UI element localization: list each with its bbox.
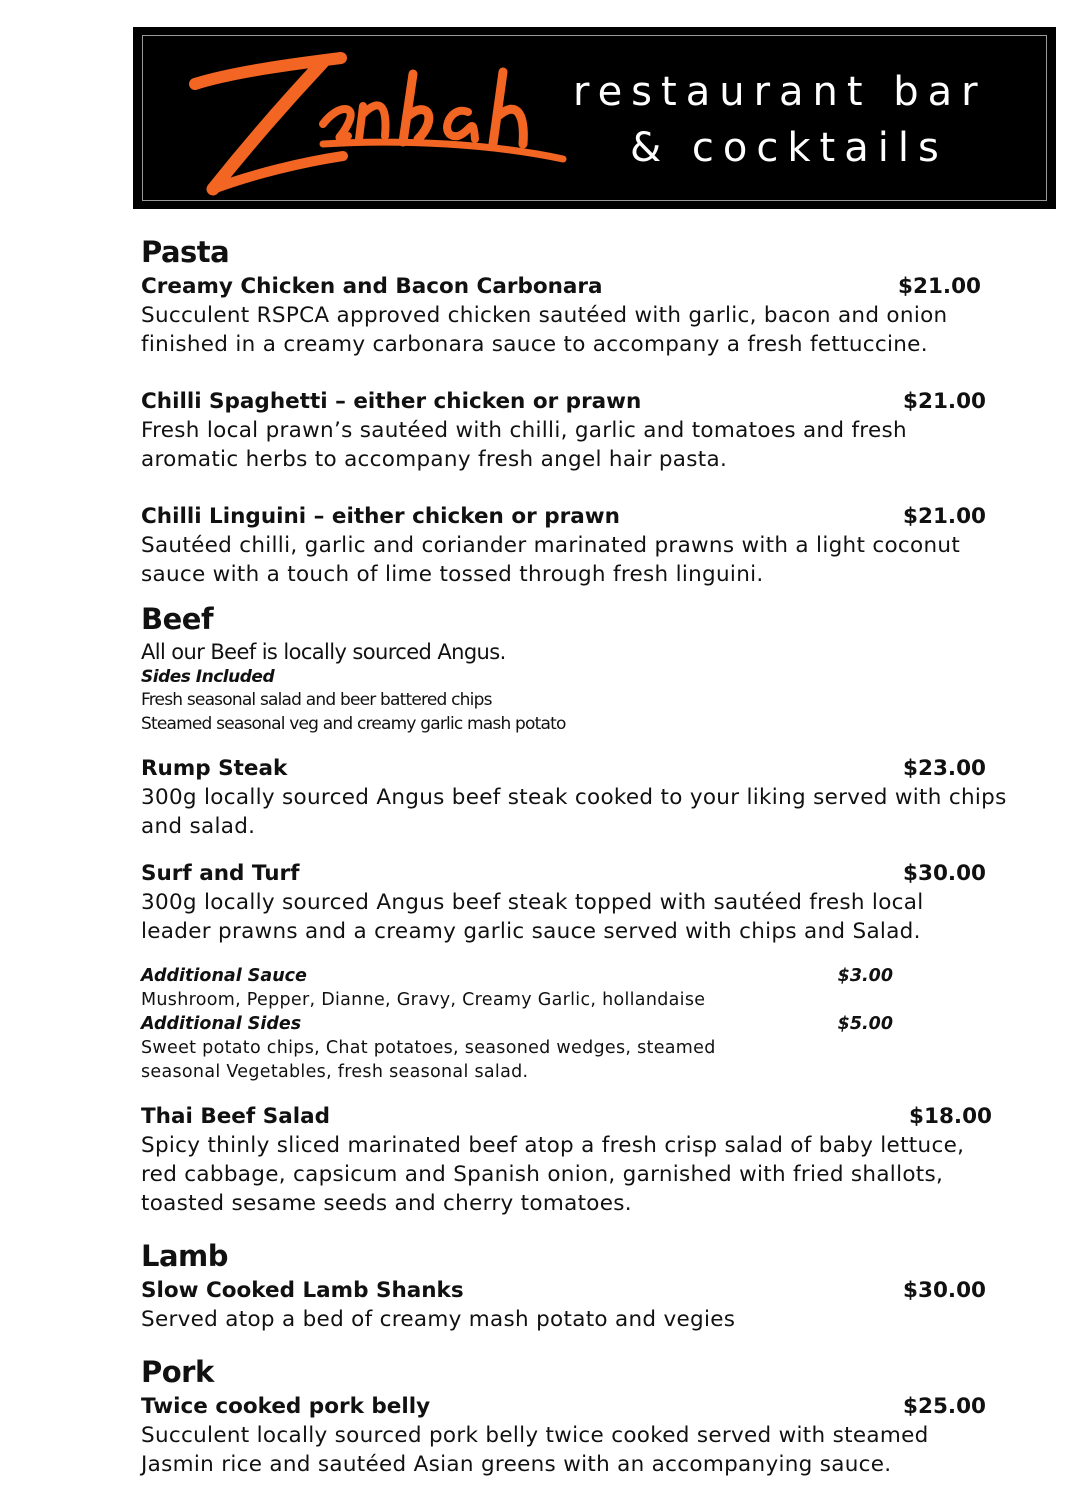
section-title-pork: Pork: [141, 1355, 214, 1389]
item-name: Surf and Turf: [141, 861, 300, 886]
menu-item: [141, 387, 1041, 474]
sides-line: Steamed seasonal veg and creamy garlic mash potato: [141, 714, 566, 734]
item-description: Succulent RSPCA approved chicken sautéed with garlic, bacon and onion: [141, 303, 948, 328]
menu-item: [141, 1392, 1041, 1479]
additional-sides-list: seasonal Vegetables, fresh seasonal salad.: [141, 1062, 529, 1082]
item-name: Twice cooked pork belly: [141, 1394, 431, 1419]
item-description: Fresh local prawn’s sautéed with chilli, garlic and tomatoes and fresh: [141, 418, 907, 443]
item-description: red cabbage, capsicum and Spanish onion, garnished with fried shallots,: [141, 1162, 944, 1187]
menu-content: [141, 232, 1041, 1479]
item-price: $25.00: [903, 1394, 986, 1419]
item-price: $21.00: [903, 389, 986, 414]
menu-item: [141, 754, 1041, 841]
menu-item: [141, 1102, 1041, 1218]
additional-sauce-price: $3.00: [837, 966, 893, 986]
item-description: 300g locally sourced Angus beef steak cooked to your liking served with chips: [141, 785, 1007, 810]
header-banner: [133, 27, 1056, 209]
menu-item: [141, 859, 1041, 946]
item-description: Served atop a bed of creamy mash potato and vegies: [141, 1307, 736, 1332]
section-title-lamb: Lamb: [141, 1239, 229, 1273]
item-name: Chilli Spaghetti – either chicken or prawn: [141, 389, 642, 414]
item-name: Thai Beef Salad: [141, 1104, 330, 1129]
additional-sides: [141, 1012, 1041, 1084]
item-price: $23.00: [903, 756, 986, 781]
sides-included-title: Sides Included: [141, 667, 275, 687]
zenbah-logo: [173, 29, 573, 204]
item-price: $30.00: [903, 861, 986, 886]
item-description: aromatic herbs to accompany fresh angel hair pasta.: [141, 447, 728, 472]
logo-text: Zenbah: [173, 29, 235, 48]
item-description: 300g locally sourced Angus beef steak topped with sautéed fresh local: [141, 890, 924, 915]
item-name: Slow Cooked Lamb Shanks: [141, 1278, 464, 1303]
item-description: finished in a creamy carbonara sauce to accompany a fresh fettuccine.: [141, 332, 928, 357]
section-title-beef: Beef: [141, 602, 214, 636]
item-description: leader prawns and a creamy garlic sauce served with chips and Salad.: [141, 919, 921, 944]
item-price: $18.00: [909, 1104, 992, 1129]
item-name: Chilli Linguini – either chicken or prawn: [141, 504, 620, 529]
tagline-line1: restaurant bar: [573, 69, 987, 115]
sides-line: Fresh seasonal salad and beer battered chips: [141, 690, 492, 710]
item-description: sauce with a touch of lime tossed through fresh linguini.: [141, 562, 764, 587]
menu-item: [141, 272, 1041, 359]
menu-item: [141, 1276, 1041, 1334]
menu-item: [141, 502, 1041, 589]
additional-sauce: [141, 964, 1041, 1012]
item-description: Jasmin rice and sautéed Asian greens with an accompanying sauce.: [141, 1452, 892, 1477]
section-title-pasta: Pasta: [141, 235, 230, 269]
additional-sides-list: Sweet potato chips, Chat potatoes, seasoned wedges, steamed: [141, 1038, 716, 1058]
item-price: $21.00: [898, 274, 981, 299]
item-description: Succulent locally sourced pork belly twice cooked served with steamed: [141, 1423, 929, 1448]
item-description: and salad.: [141, 814, 256, 839]
additional-sauce-title: Additional Sauce: [141, 966, 307, 986]
item-price: $21.00: [903, 504, 986, 529]
item-description: Spicy thinly sliced marinated beef atop a fresh crisp salad of baby lettuce,: [141, 1133, 965, 1158]
item-name: Rump Steak: [141, 756, 288, 781]
additional-sides-price: $5.00: [837, 1014, 893, 1034]
additional-sides-title: Additional Sides: [141, 1014, 302, 1034]
item-price: $30.00: [903, 1278, 986, 1303]
item-description: toasted sesame seeds and cherry tomatoes.: [141, 1191, 632, 1216]
item-description: Sautéed chilli, garlic and coriander marinated prawns with a light coconut: [141, 533, 961, 558]
item-name: Creamy Chicken and Bacon Carbonara: [141, 274, 603, 299]
beef-note: All our Beef is locally sourced Angus.: [141, 640, 506, 664]
banner-frame: [142, 29, 1047, 201]
tagline-line2: & cocktails: [630, 125, 948, 171]
additional-sauce-list: Mushroom, Pepper, Dianne, Gravy, Creamy Garlic, hollandaise: [141, 990, 706, 1010]
